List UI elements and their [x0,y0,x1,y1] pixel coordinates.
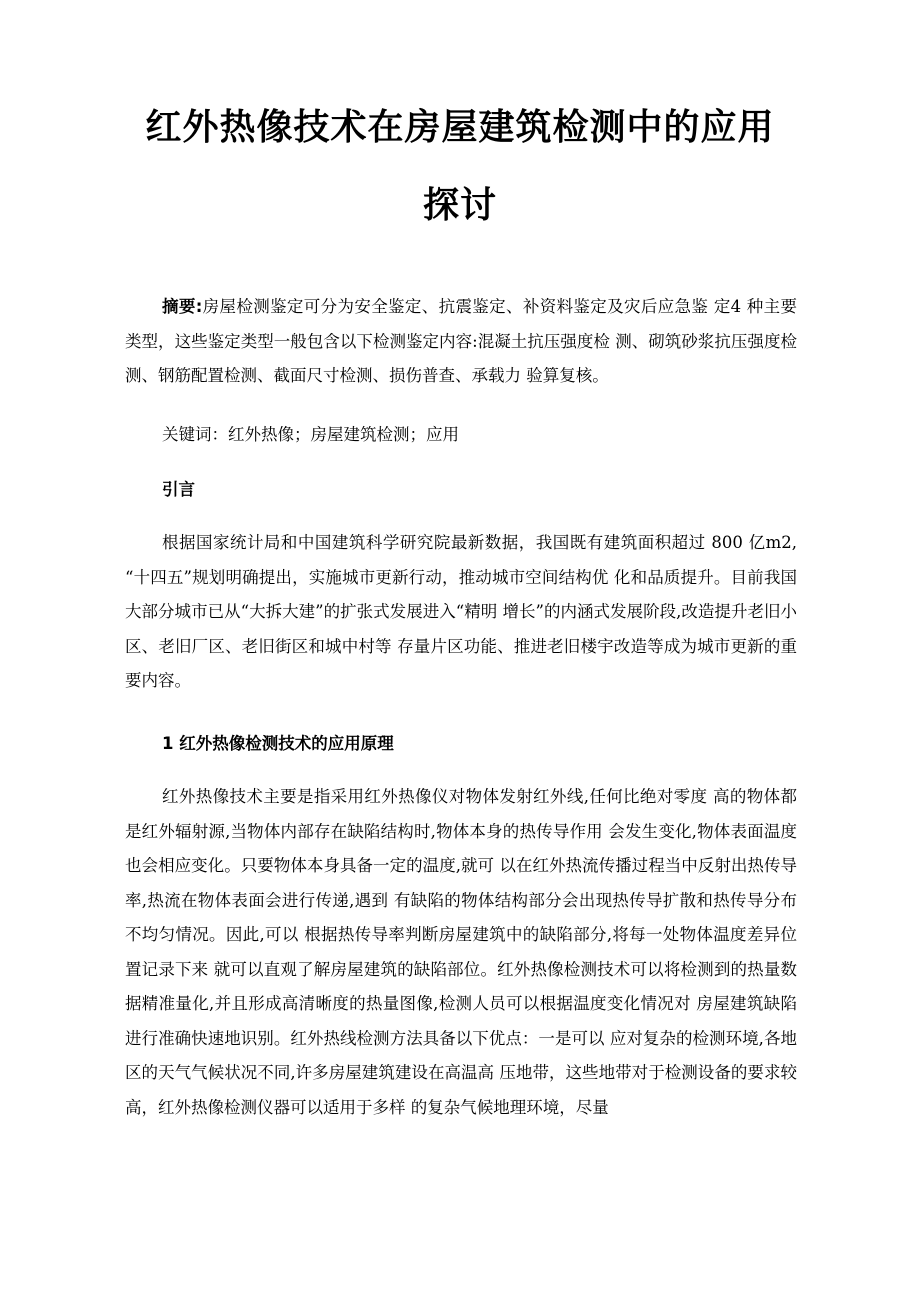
abstract-text: 房屋检测鉴定可分为安全鉴定、抗震鉴定、补资料鉴定及灾后应急鉴 定4 种主要类型，这些鉴定类型一般包含以下检测鉴定内容:混凝土抗压强度检 测、砌筑砂浆抗压强度检测、钢筋配置检测、截面尺寸检测、损伤普查、承载力 验算复核。 [125,297,797,385]
abstract-label: 摘要: [162,297,203,316]
document-title-line-2: 探讨 [422,185,497,226]
keywords-line: 关键词：红外热像；房屋建筑检测；应用 [162,425,459,444]
document-title-line-1: 红外热像技术在房屋建筑检测中的应用 [145,107,775,148]
section-1-heading [125,727,797,762]
intro-heading [125,473,797,508]
section-1-heading-text: 1 红外热像检测技术的应用原理 [162,734,394,753]
intro-heading-text: 引言 [162,480,195,499]
intro-paragraph: 根据国家统计局和中国建筑科学研究院最新数据，我国既有建筑面积超过 800 亿m2, “十四五”规划明确提出，实施城市更新行动，推动城市空间结构优 化和品质提升。目前我国大部分城市已从“大拆大建”的扩张式发展进入“精明 增长”的内涵式发展阶段,改造提升老旧小区、老旧厂区、老旧街区和城中村等 存量片区功能、推进老旧楼宇改造等成为城市更新的重要内容。 [125,533,797,690]
abstract-paragraph [125,290,797,394]
section-1-paragraph: 红外热像技术主要是指采用红外热像仪对物体发射红外线,任何比绝对零度 高的物体都是红外辐射源,当物体内部存在缺陷结构时,物体本身的热传导作用 会发生变化,物体表面温度也会相应变化。只要物体本身具备一定的温度,就可 以在红外热流传播过程当中反射出热传导率,热流在物体表面会进行传递,遇到 有缺陷的物体结构部分会出现热传导扩散和热传导分布不均匀情况。因此,可以 根据热传导率判断房屋建筑中的缺陷部分,将每一处物体温度差异位置记录下来 就可以直观了解房屋建筑的缺陷部位。红外热像检测技术可以将检测到的热量数 据精准量化,并且形成高清晰度的热量图像,检测人员可以根据温度变化情况对 房屋建筑缺陷进行准确快速地识别。红外热线检测方法具备以下优点：一是可以 应对复杂的检测环境,各地区的天气气候状况不同,许多房屋建筑建设在高温高 压地带，这些地带对于检测设备的要求较高，红外热像检测仪器可以适用于多样 的复杂气候地理环境，尽量 [125,787,797,1117]
